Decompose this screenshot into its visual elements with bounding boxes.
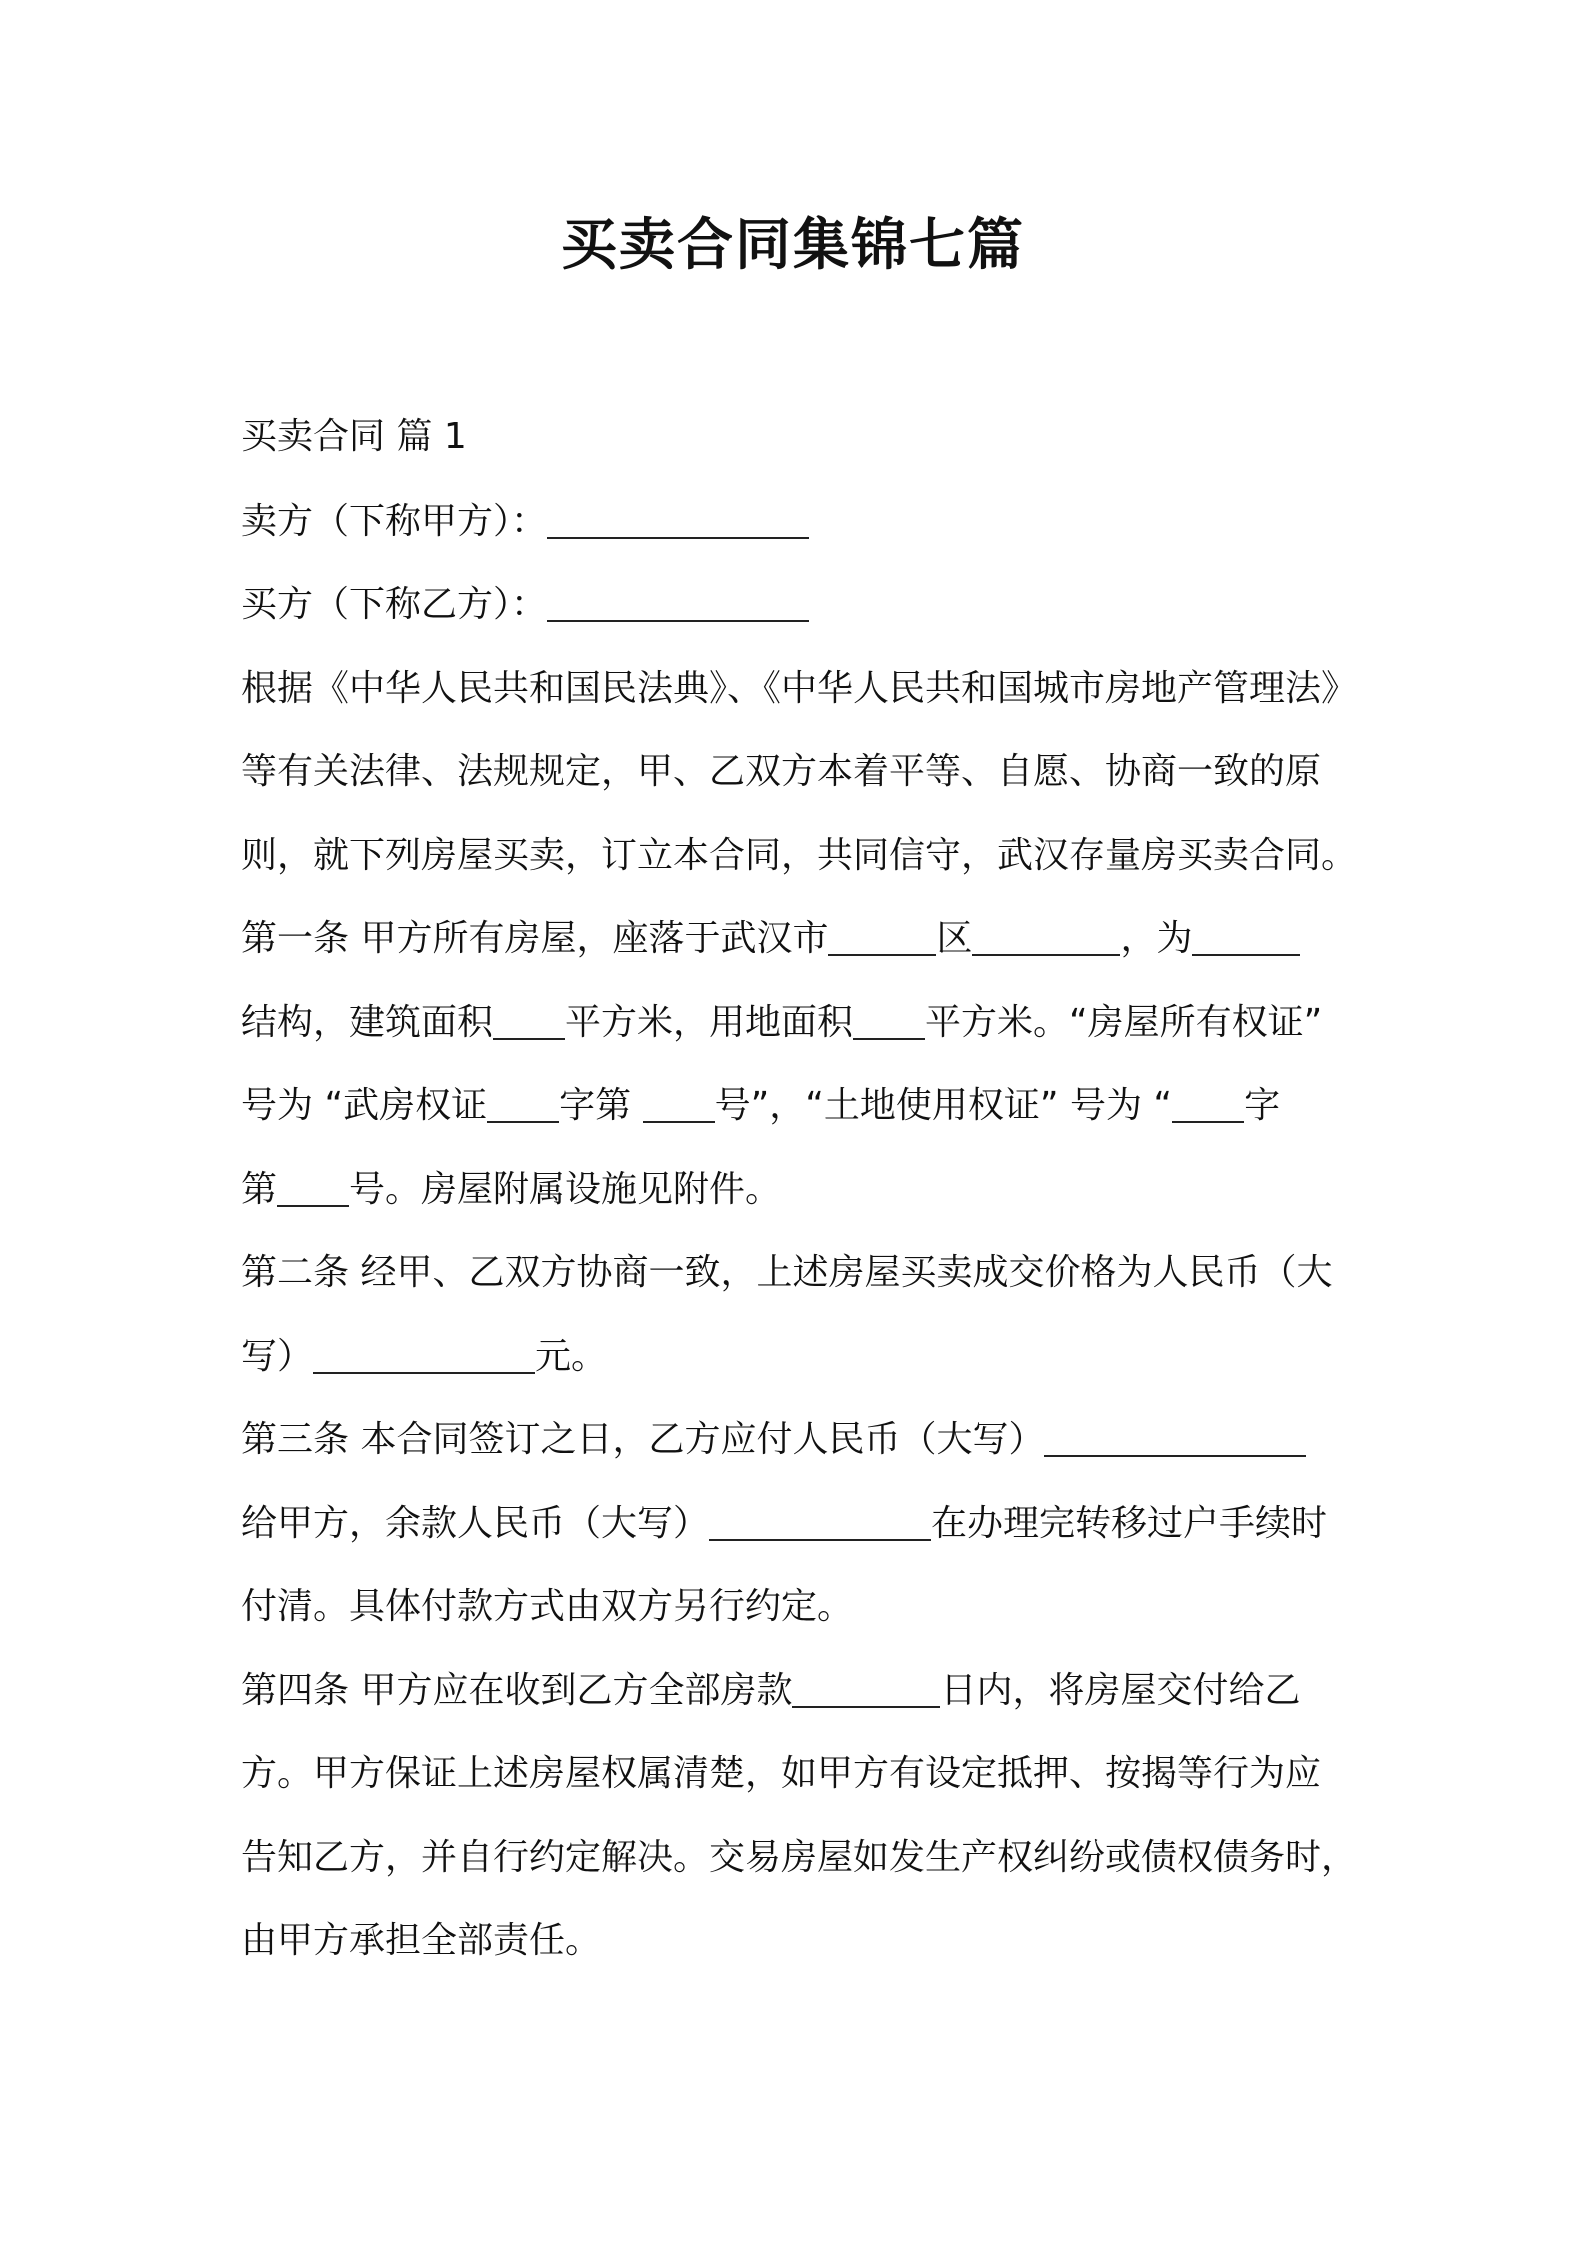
text-segment: 在办理完转移过户手续时 <box>931 1503 1328 1544</box>
structure-blank <box>1192 918 1300 956</box>
section-heading: 买卖合同 篇 1 <box>241 416 467 457</box>
seller-blank <box>547 501 809 539</box>
location-blank <box>972 918 1120 956</box>
seller-label: 卖方（下称甲方）： <box>241 501 548 542</box>
price-blank <box>313 1336 535 1374</box>
text-segment: 号”，“土地使用权证” 号为 “ <box>714 1085 1173 1126</box>
buyer-blank <box>547 584 809 622</box>
preamble-line: 等有关法律、法规规定，甲、乙双方本着平等、自愿、协商一致的原 <box>241 751 1322 792</box>
text-segment: 结构，建筑面积 <box>241 1002 494 1043</box>
text-segment: 平方米。“房屋所有权证” <box>925 1002 1323 1043</box>
article-4-line-4: 由甲方承担全部责任。 <box>241 1920 602 1961</box>
text-segment: 字第 <box>559 1085 643 1126</box>
article-1-line-1 <box>241 914 1300 964</box>
buyer-label: 买方（下称乙方）： <box>241 584 548 625</box>
article-4-line-1 <box>241 1666 1300 1716</box>
article-4-line-3: 告知乙方，并自行约定解决。交易房屋如发生产权纠纷或债权债务时， <box>241 1837 1358 1878</box>
deposit-blank <box>1044 1419 1306 1457</box>
days-blank <box>792 1670 940 1708</box>
text-segment: 日内，将房屋交付给乙 <box>940 1670 1301 1711</box>
article-3-line-3: 付清。具体付款方式由双方另行约定。 <box>241 1586 854 1627</box>
preamble-line: 则，就下列房屋买卖，订立本合同，共同信守，武汉存量房买卖合同。 <box>241 835 1358 876</box>
article-1-line-3 <box>241 1081 1280 1131</box>
seller-line <box>241 497 809 547</box>
text-segment: 第 <box>241 1169 278 1210</box>
text-segment: 给甲方，余款人民币（大写） <box>241 1503 710 1544</box>
text-segment: 第一条 甲方所有房屋，座落于武汉市 <box>241 918 829 959</box>
buyer-line <box>241 580 809 630</box>
land-certificate-word-blank <box>1172 1085 1244 1123</box>
text-segment: 写） <box>241 1336 314 1377</box>
text-segment: 号。房屋附属设施见附件。 <box>349 1169 782 1210</box>
land-area-blank <box>853 1002 925 1040</box>
article-3-line-2 <box>241 1499 1327 1549</box>
certificate-number-blank <box>643 1085 715 1123</box>
article-4-line-2: 方。甲方保证上述房屋权属清楚，如甲方有设定抵押、按揭等行为应 <box>241 1753 1322 1794</box>
article-1-line-4 <box>241 1165 781 1215</box>
text-segment: 第三条 本合同签订之日，乙方应付人民币（大写） <box>241 1419 1045 1460</box>
text-segment: 元。 <box>535 1336 608 1377</box>
text-segment: 区 <box>936 918 973 959</box>
article-1-line-2 <box>241 998 1322 1048</box>
text-segment: 字 <box>1244 1085 1281 1126</box>
article-3-line-1 <box>241 1415 1306 1465</box>
document-title: 买卖合同集锦七篇 <box>561 213 1025 278</box>
preamble-line: 根据《中华人民共和国民法典》、《中华人民共和国城市房地产管理法》 <box>241 668 1358 709</box>
text-segment: 第四条 甲方应在收到乙方全部房款 <box>241 1670 793 1711</box>
land-certificate-number-blank <box>277 1169 349 1207</box>
article-2-line-1: 第二条 经甲、乙双方协商一致，上述房屋买卖成交价格为人民币（大 <box>241 1252 1333 1293</box>
district-blank <box>828 918 936 956</box>
certificate-word-blank <box>487 1085 559 1123</box>
building-area-blank <box>493 1002 565 1040</box>
balance-blank <box>709 1503 931 1541</box>
article-2-line-2 <box>241 1332 607 1382</box>
text-segment: 平方米，用地面积 <box>565 1002 854 1043</box>
text-segment: ，为 <box>1120 918 1193 959</box>
text-segment: 号为 “武房权证 <box>241 1085 488 1126</box>
